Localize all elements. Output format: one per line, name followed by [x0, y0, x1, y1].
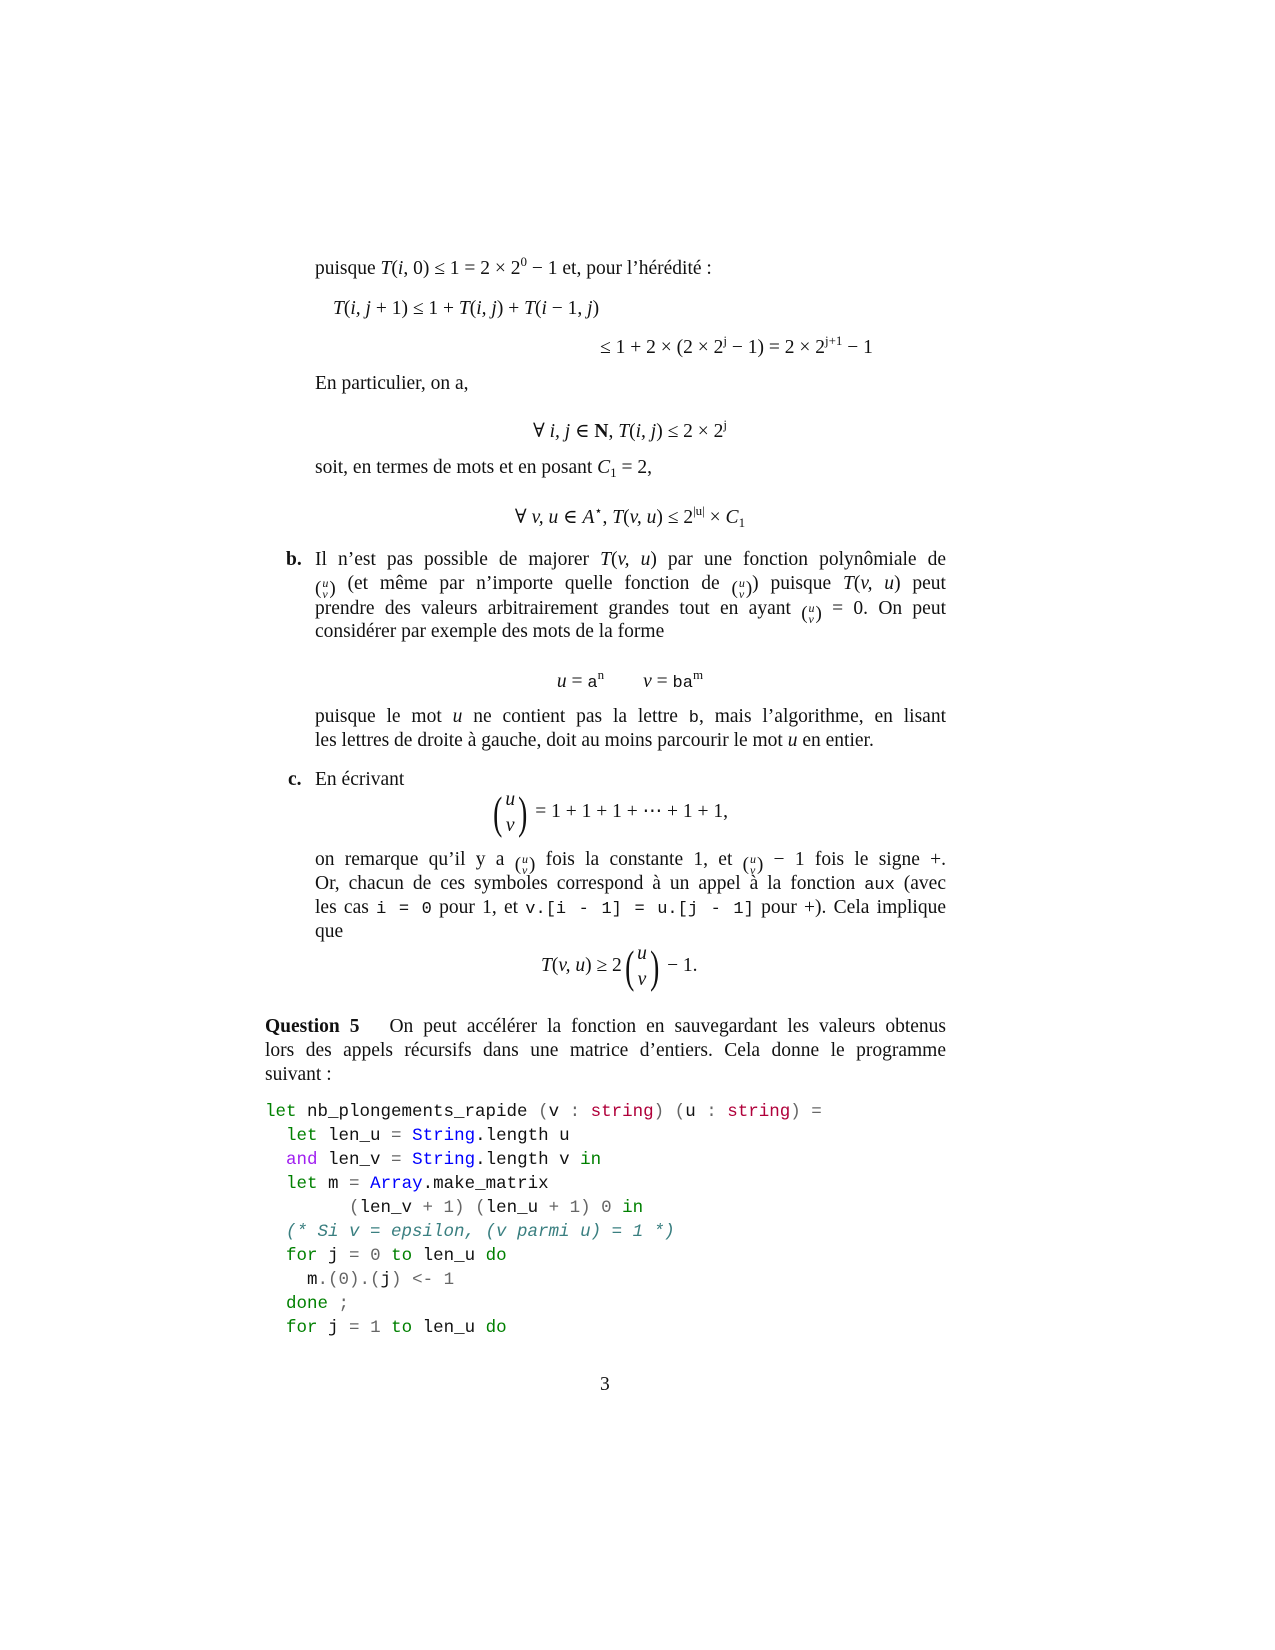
text-run: − 1, — [546, 298, 588, 319]
code-token-mod: String — [412, 1150, 476, 1170]
math-symbol: T — [380, 258, 392, 279]
text-run: − 1. — [662, 955, 698, 976]
text-run: = 1 + 1 + 1 + ⋯ + 1 + 1, — [530, 801, 729, 822]
code-token — [360, 1318, 371, 1338]
code-line — [265, 1196, 822, 1220]
text-run: soit, en termes de mots et en posant — [315, 457, 598, 478]
text-run: × — [704, 507, 726, 528]
item-label-c — [288, 768, 302, 792]
code-token — [265, 1126, 286, 1146]
text-run: = — [651, 671, 673, 692]
code-token-op: + 1) — [422, 1198, 465, 1218]
text-line — [315, 768, 404, 792]
text-run: ∀ — [514, 507, 532, 528]
code-token — [265, 1198, 349, 1218]
display-equation — [541, 940, 698, 993]
code-block — [265, 1100, 822, 1340]
math-symbol: u — [556, 671, 567, 692]
text-run: ) ≤ 2 × 2 — [656, 421, 724, 442]
text-run: considérer par exemple des mots de la forme — [315, 621, 665, 642]
text-run: ( — [534, 298, 542, 319]
binomial-top: u — [637, 942, 647, 964]
math-symbol: T — [541, 955, 552, 976]
text-line — [315, 620, 664, 644]
code-line — [265, 1124, 822, 1148]
binomial-coefficient — [622, 941, 662, 993]
code-token: len_v — [359, 1198, 423, 1218]
text-run: prendre des valeurs arbitrairement grandes tout en ayant — [315, 598, 802, 619]
superscript: j — [723, 333, 727, 348]
code-token-kw: done — [286, 1294, 329, 1314]
code-line — [265, 1292, 822, 1316]
code-token — [265, 1174, 286, 1194]
code-token: len_u — [412, 1318, 486, 1338]
binomial-bottom: v — [322, 587, 328, 601]
binomial-stack — [505, 787, 515, 839]
binomial-bottom: v — [808, 612, 814, 626]
text-run: puisque — [315, 258, 381, 279]
text-run: on remarque qu’il y a — [315, 849, 515, 870]
code-token-num: 0 — [370, 1246, 381, 1266]
code-token — [265, 1294, 286, 1314]
code-token-num: 0 — [601, 1198, 612, 1218]
binomial-stack — [808, 603, 816, 625]
text-run: ( — [551, 955, 559, 976]
paren-left: ( — [514, 854, 522, 875]
text-run: ( — [469, 298, 477, 319]
code-token-op: = — [349, 1246, 360, 1266]
text-run: En particulier, on a, — [315, 373, 469, 394]
code-token-op: + 1) — [548, 1198, 591, 1218]
text-run: ) peut — [894, 573, 946, 594]
text-run: (et même par n’importe quelle fonction de — [335, 573, 732, 594]
code-token-and: and — [286, 1150, 318, 1170]
superscript: m — [692, 667, 704, 682]
math-symbol: v, u — [860, 573, 895, 594]
paren-left: ( — [315, 578, 322, 599]
text-run: ∀ — [532, 421, 550, 442]
code-token: nb_plongements_rapide — [296, 1102, 539, 1122]
paren-left: ( — [493, 786, 503, 838]
code-token: len_u — [485, 1198, 549, 1218]
code-token-op: <- — [412, 1270, 434, 1290]
math-symbol: T — [458, 298, 470, 319]
question-line — [265, 1015, 946, 1039]
code-line — [265, 1244, 822, 1268]
code-token-kw: in — [622, 1198, 644, 1218]
code-token-num: 1 — [443, 1270, 455, 1290]
superscript: j — [723, 417, 728, 432]
math-symbol: v, u — [629, 507, 657, 528]
code-token: .length u — [475, 1126, 570, 1146]
math-symbol: T — [612, 507, 624, 528]
code-token: len_u — [317, 1126, 392, 1146]
text-run: = 2, — [616, 457, 653, 478]
binomial-top: u — [808, 601, 815, 615]
paren-right: ) — [649, 940, 660, 992]
superscript: ⋆ — [594, 503, 603, 518]
code-token — [381, 1246, 392, 1266]
code-token — [265, 1246, 286, 1266]
code-token-op: .(0).( — [317, 1270, 381, 1290]
math-symbol: C — [597, 457, 611, 478]
superscript: n — [597, 667, 605, 682]
display-equation — [490, 786, 728, 839]
text-run: , mais l’algorithme, en lisant — [698, 706, 946, 727]
text-run: = 0. On peut — [821, 598, 947, 619]
text-run: ∈ — [570, 421, 595, 442]
code-line — [265, 1220, 822, 1244]
math-symbol: i, j — [476, 298, 497, 319]
display-equation — [0, 499, 1260, 535]
code-token-kw: do — [485, 1246, 507, 1266]
paren-right: ) — [329, 578, 336, 599]
code-token-kw: do — [485, 1318, 507, 1338]
code-inline: v.[i - 1] = u.[j - 1] — [525, 900, 754, 919]
text-run: ) + — [496, 298, 525, 319]
code-inline: a — [587, 674, 598, 693]
code-inline: aux — [864, 876, 895, 895]
text-line — [315, 896, 946, 922]
code-token-op: = — [391, 1150, 402, 1170]
text-run: ( — [853, 573, 861, 594]
text-run: puisque le mot — [315, 706, 453, 727]
item-label-b — [286, 548, 302, 572]
code-token — [360, 1246, 371, 1266]
text-run: , 0) ≤ 1 = 2 × 2 — [403, 258, 521, 279]
text-line — [265, 1039, 946, 1063]
code-token-op: ) — [391, 1270, 402, 1290]
code-inline: ba — [672, 674, 693, 693]
text-run: En écrivant — [315, 769, 405, 790]
text-run: ) — [592, 298, 600, 319]
code-token: m — [317, 1174, 350, 1194]
math-symbol: i — [397, 258, 404, 279]
text-run: − 1) = 2 × 2 — [726, 337, 825, 358]
binomial-top: u — [322, 576, 329, 590]
code-token-mod: Array — [370, 1174, 423, 1194]
code-token: u — [685, 1102, 707, 1122]
code-token-kw: let — [286, 1174, 318, 1194]
code-token — [580, 1102, 591, 1122]
code-token — [265, 1318, 286, 1338]
text-run: Question 5 — [265, 1016, 360, 1037]
code-token — [465, 1198, 476, 1218]
code-token-op: = — [800, 1102, 822, 1122]
code-line — [265, 1100, 822, 1124]
math-symbol: i, j — [350, 298, 371, 319]
text-run: suivant : — [265, 1064, 332, 1085]
math-symbol: j — [587, 298, 593, 319]
math-symbol: v, u — [617, 549, 651, 570]
text-line — [315, 872, 946, 898]
code-token — [402, 1270, 413, 1290]
paren-right: ) — [815, 603, 822, 624]
superscript: |u| — [693, 503, 705, 518]
code-inline: i = 0 — [376, 900, 432, 919]
binomial-top: u — [505, 788, 516, 810]
paren-right: ) — [518, 786, 528, 838]
text-run: , — [602, 507, 613, 528]
paren-right: ) — [529, 854, 536, 875]
subscript: 1 — [610, 465, 617, 480]
code-token: j — [317, 1246, 350, 1266]
text-line — [315, 548, 946, 572]
code-token-cm: (* Si v = epsilon, (v parmi u) = 1 *) — [286, 1222, 675, 1242]
text-line — [315, 456, 652, 485]
code-token-mod: String — [412, 1126, 476, 1146]
code-token-kw: let — [286, 1126, 318, 1146]
equation-line — [600, 329, 873, 360]
text-line — [315, 372, 469, 396]
paren-right: ) — [756, 854, 764, 875]
code-token — [717, 1102, 728, 1122]
text-run: lors des appels récursifs dans une matrice d’entiers. Cela donne le programme — [265, 1040, 946, 1061]
text-run: ≤ 1 + 2 × (2 × 2 — [600, 337, 724, 358]
text-line — [265, 1063, 332, 1087]
code-token: len_v — [317, 1150, 392, 1170]
text-run: pour 1, et — [431, 897, 526, 918]
code-token — [402, 1126, 413, 1146]
subscript: 1 — [738, 515, 746, 530]
equation-line — [333, 297, 599, 321]
math-symbol: u — [452, 706, 463, 727]
code-token-ty: string — [590, 1102, 654, 1122]
code-token-op: ( — [538, 1102, 549, 1122]
code-token: m — [265, 1270, 318, 1290]
code-token — [360, 1174, 371, 1194]
text-run: − 1 — [842, 337, 873, 358]
code-token-op: ( — [674, 1102, 686, 1122]
superscript: 0 — [520, 254, 528, 269]
text-run: ( — [391, 258, 398, 279]
text-run: N — [594, 421, 609, 442]
text-run: Or, chacun de ces symboles correspond à un appel à la fonction — [315, 873, 865, 894]
code-token — [265, 1222, 286, 1242]
text-run: ) ≤ 2 — [656, 507, 694, 528]
code-token: len_u — [412, 1246, 486, 1266]
binomial-bottom: v — [505, 814, 515, 836]
text-run: ( — [629, 421, 636, 442]
text-run: On peut accélérer la fonction en sauvegardant les valeurs obtenus — [359, 1016, 946, 1037]
code-token-ty: string — [727, 1102, 791, 1122]
code-token: .make_matrix — [422, 1174, 549, 1194]
superscript: j+1 — [824, 333, 843, 348]
text-run: ∈ — [558, 507, 583, 528]
text-run: en entier. — [797, 730, 874, 751]
code-line — [265, 1172, 822, 1196]
code-token-kw: for — [286, 1246, 318, 1266]
code-line — [265, 1148, 822, 1172]
text-run: ( — [610, 549, 618, 570]
text-run: b. — [286, 549, 302, 570]
code-token-op: = — [349, 1318, 360, 1338]
code-token-op: = — [391, 1126, 402, 1146]
code-token: j — [380, 1270, 392, 1290]
math-symbol: i, j — [635, 421, 657, 442]
code-token — [265, 1150, 286, 1170]
code-token-op: : — [706, 1102, 717, 1122]
text-run: que — [315, 921, 344, 942]
code-token: v — [548, 1102, 570, 1122]
math-symbol: T — [600, 549, 611, 570]
text-run: ne contient pas la lettre — [462, 706, 689, 727]
code-token — [381, 1318, 392, 1338]
text-run: ) par une fonction polynômiale de — [650, 549, 946, 570]
code-line — [265, 1268, 822, 1292]
text-run: ( — [343, 298, 351, 319]
binomial-bottom: v — [749, 863, 756, 877]
text-run: Il n’est pas possible de majorer — [315, 549, 601, 570]
text-run: fois la constante 1, et — [535, 849, 743, 870]
text-run: + 1) ≤ 1 + — [370, 298, 459, 319]
page-number: 3 — [600, 1374, 610, 1395]
text-line — [315, 705, 946, 731]
text-run: les cas — [315, 897, 377, 918]
paren-right: ) — [745, 578, 753, 599]
text-run: pour +). Cela implique — [753, 897, 946, 918]
code-token-op: ( — [349, 1198, 360, 1218]
display-equation — [0, 663, 1260, 696]
text-run: , — [608, 421, 619, 442]
binomial-top: u — [738, 576, 745, 590]
code-inline: b — [688, 709, 699, 728]
code-token-kw: for — [286, 1318, 318, 1338]
code-token-op: ; — [328, 1294, 350, 1314]
text-run: − 1 et, pour l’hérédité : — [527, 258, 712, 279]
paren-left: ( — [742, 854, 749, 875]
code-token-op: ( — [475, 1198, 486, 1218]
text-run: − 1 fois le signe +. — [763, 849, 946, 870]
code-token-num: 1 — [370, 1318, 381, 1338]
code-token-kw: to — [391, 1318, 413, 1338]
binomial-bottom: v — [738, 587, 745, 601]
math-symbol: u — [787, 730, 798, 751]
text-run: c. — [288, 769, 302, 790]
paren-left: ( — [731, 578, 738, 599]
paren-left: ( — [624, 940, 635, 992]
paren-left: ( — [801, 603, 808, 624]
code-token-op: : — [569, 1102, 581, 1122]
display-equation — [0, 413, 1260, 444]
math-symbol: T — [618, 421, 630, 442]
math-symbol: v, u — [531, 507, 559, 528]
binomial-coefficient — [801, 602, 822, 626]
binomial-bottom: v — [522, 863, 528, 877]
math-symbol: T — [524, 298, 535, 319]
math-symbol: C — [725, 507, 739, 528]
math-symbol: T — [333, 298, 344, 319]
binomial-bottom: v — [637, 968, 647, 990]
text-run — [604, 671, 643, 692]
code-line — [265, 1316, 822, 1340]
math-symbol: A — [582, 507, 595, 528]
code-token-kw: let — [265, 1102, 297, 1122]
code-token — [612, 1198, 623, 1218]
code-token — [433, 1270, 444, 1290]
code-token-op: ) — [790, 1102, 801, 1122]
text-line — [315, 920, 343, 944]
code-token: .length v — [475, 1150, 581, 1170]
text-run: ) ≥ 2 — [585, 955, 622, 976]
text-line — [315, 729, 874, 753]
math-symbol: v — [643, 671, 652, 692]
math-symbol: v, u — [558, 955, 586, 976]
text-run: ( — [623, 507, 630, 528]
code-token-op: = — [349, 1174, 360, 1194]
text-run: les lettres de droite à gauche, doit au moins parcourir le mot — [315, 730, 788, 751]
math-symbol: T — [843, 573, 854, 594]
code-token — [591, 1198, 602, 1218]
code-token — [664, 1102, 675, 1122]
text-line — [315, 250, 712, 281]
math-symbol: i — [541, 298, 547, 319]
text-run: (avec — [894, 873, 946, 894]
binomial-top: u — [522, 852, 529, 866]
binomial-top: u — [749, 852, 756, 866]
code-token-op: ) — [653, 1102, 665, 1122]
code-token: j — [317, 1318, 350, 1338]
code-token-kw: in — [580, 1150, 602, 1170]
code-token-kw: to — [391, 1246, 413, 1266]
text-run: ) puisque — [752, 573, 844, 594]
binomial-coefficient — [490, 787, 530, 839]
text-run: = — [566, 671, 588, 692]
code-token — [402, 1150, 413, 1170]
binomial-stack — [637, 941, 647, 993]
math-symbol: i, j — [549, 421, 571, 442]
